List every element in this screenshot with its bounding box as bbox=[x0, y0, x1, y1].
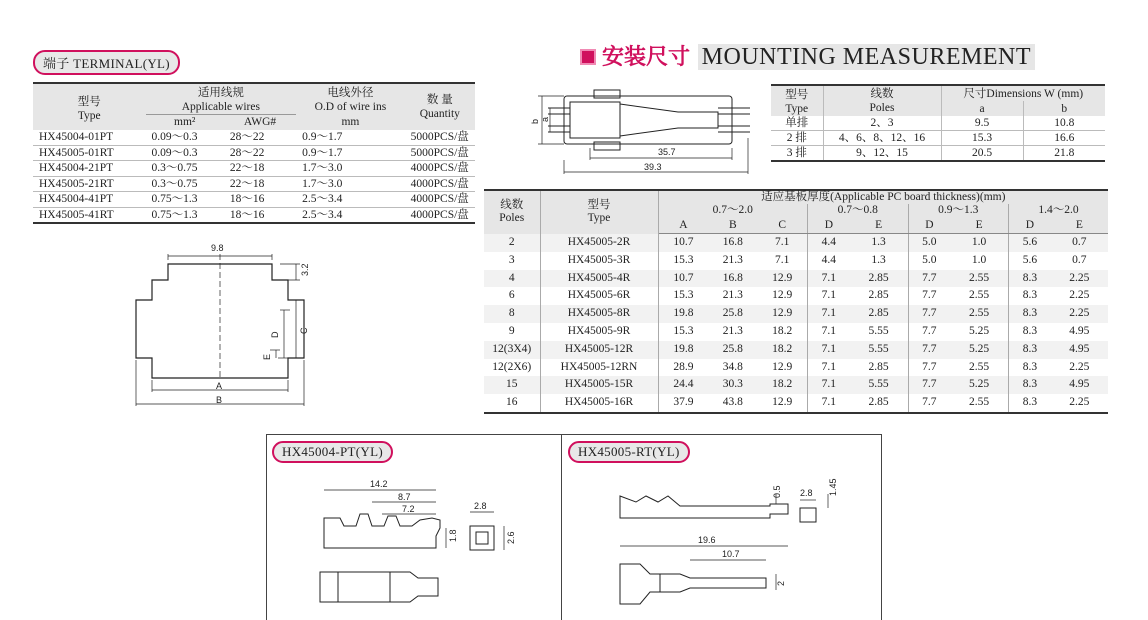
th-awg: AWG# bbox=[224, 115, 296, 131]
cell-value: 21.3 bbox=[722, 324, 743, 337]
cell-value: 8.3 bbox=[1009, 270, 1051, 288]
cell-type: HX45005-01RT bbox=[33, 145, 146, 161]
cell-value: 7.1 bbox=[821, 289, 837, 302]
cell-value: 7.7 bbox=[922, 324, 937, 337]
dim-2-6: 2.6 bbox=[506, 531, 516, 544]
cell-poles: 2 bbox=[484, 234, 540, 252]
terminal-row bbox=[33, 130, 475, 145]
cell-value: 2.55 bbox=[950, 394, 1008, 413]
th-range-0: 0.7～2.0 bbox=[658, 204, 808, 217]
cell-mm2: 0.3～0.75 bbox=[146, 176, 224, 192]
cell-a: 9.5 bbox=[941, 116, 1023, 131]
dim-19-6: 19.6 bbox=[698, 535, 716, 545]
dimension-row bbox=[771, 116, 1105, 131]
th-type: 型号 Type bbox=[33, 83, 146, 130]
pcb-thickness-table bbox=[484, 189, 1108, 414]
cell-value: 21.3 bbox=[722, 253, 743, 266]
cell-poles: 6 bbox=[484, 287, 540, 305]
th-col-d: D bbox=[1009, 217, 1051, 234]
cell-value: 7.1 bbox=[808, 270, 850, 288]
cell-value: 4.4 bbox=[808, 234, 850, 252]
th-dim-type: 型号 Type bbox=[771, 85, 823, 116]
cell-type: HX45004-41PT bbox=[33, 192, 146, 208]
dimension-row bbox=[771, 131, 1105, 146]
cell-value: 2.25 bbox=[1051, 305, 1108, 323]
pcb-row bbox=[484, 252, 1108, 270]
cell-qty: 5000PCS/盘 bbox=[405, 130, 475, 145]
cell-value: 5.55 bbox=[850, 341, 908, 359]
cell-poles: 9、12、15 bbox=[823, 146, 941, 162]
th-col-c: C bbox=[757, 217, 807, 234]
cell-type: HX45004-21PT bbox=[33, 161, 146, 177]
cell-od: 0.9～1.7 bbox=[296, 130, 404, 145]
pcb-row bbox=[484, 359, 1108, 377]
cell-poles: 3 bbox=[484, 252, 540, 270]
th-dim-poles: 线数 Poles bbox=[823, 85, 941, 116]
cell-value: 7.1 bbox=[808, 305, 850, 323]
cell-value: 4.95 bbox=[1069, 324, 1090, 337]
pcb-row bbox=[484, 341, 1108, 359]
cell-type: HX45005-15R bbox=[540, 376, 658, 394]
cell-type: HX45004-01PT bbox=[33, 130, 146, 145]
cell-poles: 8 bbox=[484, 305, 540, 323]
cell-value: 2.25 bbox=[1051, 394, 1108, 413]
pcb-row bbox=[484, 270, 1108, 288]
cell-value: 8.3 bbox=[1022, 289, 1038, 302]
cell-b: 21.8 bbox=[1023, 146, 1105, 162]
dim-2: 2 bbox=[776, 580, 786, 586]
cell-awg: 22～18 bbox=[224, 161, 296, 177]
th-range-2: 0.9～1.3 bbox=[908, 204, 1009, 217]
cell-value: 2.85 bbox=[850, 394, 908, 413]
cell-value: 7.7 bbox=[922, 360, 937, 373]
cell-value: 5.6 bbox=[1022, 253, 1038, 266]
cell-value: 0.7 bbox=[1072, 253, 1087, 266]
cell-od: 2.5～3.4 bbox=[296, 192, 404, 208]
cell-value: 18.2 bbox=[757, 323, 807, 341]
cell-poles: 16 bbox=[484, 394, 540, 413]
cell-value: 2.55 bbox=[950, 287, 1008, 305]
dim-1-45: 1.45 bbox=[828, 478, 838, 496]
socket-terminal-drawing bbox=[610, 470, 860, 620]
cell-poles: 9 bbox=[484, 323, 540, 341]
cell-value: 7.1 bbox=[757, 234, 807, 252]
cell-qty: 4000PCS/盘 bbox=[405, 207, 475, 223]
cell-value: 8.3 bbox=[1009, 394, 1051, 413]
cell-poles: 12(2X6) bbox=[484, 359, 540, 377]
cell-type: HX45005-12RN bbox=[540, 359, 658, 377]
pcb-row bbox=[484, 287, 1108, 305]
cell-value: 4.4 bbox=[821, 253, 837, 266]
dim-3-2: 3.2 bbox=[300, 263, 310, 276]
th-od: 电线外径 O.D of wire ins bbox=[296, 83, 404, 115]
dim-0-5: 0.5 bbox=[772, 485, 782, 498]
cell-value: 7.1 bbox=[808, 341, 850, 359]
th-range-1: 0.7～0.8 bbox=[808, 204, 909, 217]
cell-awg: 28～22 bbox=[224, 145, 296, 161]
th-pcb-type: 型号 Type bbox=[540, 190, 658, 234]
cell-value: 10.7 bbox=[658, 270, 708, 288]
cell-value: 18.2 bbox=[757, 376, 807, 394]
cell-value: 25.8 bbox=[708, 341, 757, 359]
cell-value: 2.85 bbox=[850, 270, 908, 288]
cell-value: 4.95 bbox=[1051, 376, 1108, 394]
dim-9-8: 9.8 bbox=[211, 243, 224, 253]
dim-E: E bbox=[262, 353, 272, 360]
cell-value: 16.8 bbox=[708, 234, 757, 252]
th-col-d: D bbox=[808, 217, 850, 234]
th-col-e: E bbox=[850, 217, 908, 234]
cell-value: 0.7 bbox=[1051, 234, 1108, 252]
cell-value: 19.8 bbox=[658, 341, 708, 359]
pcb-row bbox=[484, 394, 1108, 413]
th-qty: 数 量 Quantity bbox=[405, 83, 475, 130]
cell-poles: 2、3 bbox=[823, 116, 941, 131]
cell-value: 12.9 bbox=[757, 270, 807, 288]
cell-value: 2.85 bbox=[850, 305, 908, 323]
th-mm: mm bbox=[296, 115, 404, 131]
cell-value: 5.25 bbox=[950, 323, 1008, 341]
cell-value: 15.3 bbox=[673, 253, 694, 266]
cell-mm2: 0.75～1.3 bbox=[146, 192, 224, 208]
cell-value: 1.3 bbox=[850, 234, 908, 252]
terminal-row bbox=[33, 207, 475, 223]
dim-2-8: 2.8 bbox=[474, 501, 487, 511]
cell-value: 4.95 bbox=[1051, 341, 1108, 359]
cell-qty: 4000PCS/盘 bbox=[405, 161, 475, 177]
cell-a: 15.3 bbox=[941, 131, 1023, 146]
cell-mm2: 0.75～1.3 bbox=[146, 207, 224, 223]
cell-value: 19.8 bbox=[658, 305, 708, 323]
cell-value: 10.7 bbox=[658, 234, 708, 252]
cell-value: 7.7 bbox=[922, 289, 937, 302]
cell-value: 2.25 bbox=[1069, 360, 1090, 373]
terminal-label: 端子 TERMINAL(YL) bbox=[33, 50, 180, 75]
cell-od: 1.7～3.0 bbox=[296, 176, 404, 192]
th-wires: 适用线规 Applicable wires bbox=[146, 83, 297, 115]
cell-type: 3 排 bbox=[771, 146, 823, 162]
cell-type: HX45005-4R bbox=[540, 270, 658, 288]
cell-type: 2 排 bbox=[771, 131, 823, 146]
terminal-row bbox=[33, 192, 475, 208]
cell-type: HX45005-16R bbox=[540, 394, 658, 413]
cell-value: 7.7 bbox=[908, 270, 950, 288]
dim-C: C bbox=[299, 327, 309, 334]
cell-value: 8.3 bbox=[1022, 360, 1038, 373]
dim-14-2: 14.2 bbox=[370, 479, 388, 489]
cell-value: 2.55 bbox=[950, 359, 1008, 377]
cell-value: 8.3 bbox=[1009, 305, 1051, 323]
th-col-b: B bbox=[708, 217, 757, 234]
cell-awg: 18～16 bbox=[224, 207, 296, 223]
pcb-row bbox=[484, 234, 1108, 252]
cell-type: HX45005-3R bbox=[540, 252, 658, 270]
socket-panel-label: HX45005-RT(YL) bbox=[568, 441, 690, 463]
cell-value: 8.3 bbox=[1009, 376, 1051, 394]
cell-value: 34.8 bbox=[722, 360, 743, 373]
th-col-e: E bbox=[950, 217, 1008, 234]
pcb-row bbox=[484, 305, 1108, 323]
cell-od: 2.5～3.4 bbox=[296, 207, 404, 223]
cell-value: 7.1 bbox=[808, 376, 850, 394]
terminal-row bbox=[33, 145, 475, 161]
cell-value: 37.9 bbox=[658, 394, 708, 413]
dim-B: B bbox=[216, 395, 223, 405]
cell-value: 1.3 bbox=[850, 252, 908, 270]
cell-a: 20.5 bbox=[941, 146, 1023, 162]
cell-value: 7.1 bbox=[821, 324, 837, 337]
cell-poles: 4 bbox=[484, 270, 540, 288]
cell-value: 7.1 bbox=[808, 394, 850, 413]
dim-7-2: 7.2 bbox=[402, 504, 415, 514]
cell-value: 2.25 bbox=[1069, 289, 1090, 302]
cell-type: HX45005-12R bbox=[540, 341, 658, 359]
dim-8-7: 8.7 bbox=[398, 492, 411, 502]
cell-type: HX45005-21RT bbox=[33, 176, 146, 192]
frame-divider bbox=[561, 434, 562, 620]
cell-type: HX45005-2R bbox=[540, 234, 658, 252]
connector-side-drawing bbox=[528, 82, 768, 178]
pin-terminal-drawing bbox=[300, 476, 540, 616]
cell-value: 2.55 bbox=[950, 305, 1008, 323]
th-dim-a: a bbox=[941, 101, 1023, 116]
th-dim-w: 尺寸Dimensions W (mm) bbox=[941, 85, 1105, 101]
dim-b: b bbox=[530, 118, 540, 124]
cell-type: HX45005-41RT bbox=[33, 207, 146, 223]
pcb-row bbox=[484, 323, 1108, 341]
cell-value: 12.9 bbox=[757, 394, 807, 413]
th-pcb-thickness: 适应基板厚度(Applicable PC board thickness)(mm) bbox=[658, 190, 1108, 204]
cell-type: 单排 bbox=[771, 116, 823, 131]
cell-value: 2.55 bbox=[950, 270, 1008, 288]
cross-outline-drawing bbox=[130, 240, 320, 415]
cell-value: 15.3 bbox=[673, 324, 694, 337]
cell-value: 7.7 bbox=[908, 341, 950, 359]
cell-value: 12.9 bbox=[757, 305, 807, 323]
terminal-row bbox=[33, 161, 475, 177]
dimensions-table bbox=[771, 84, 1105, 162]
dim-1-8: 1.8 bbox=[448, 529, 458, 542]
cell-value: 8.3 bbox=[1022, 324, 1038, 337]
cell-qty: 4000PCS/盘 bbox=[405, 192, 475, 208]
cell-value: 7.7 bbox=[908, 305, 950, 323]
th-mm2: mm² bbox=[146, 115, 224, 131]
th-col-e: E bbox=[1051, 217, 1108, 234]
th-range-3: 1.4～2.0 bbox=[1009, 204, 1108, 217]
cell-type: HX45005-8R bbox=[540, 305, 658, 323]
dim-a: a bbox=[540, 116, 550, 122]
cell-value: 16.8 bbox=[708, 270, 757, 288]
dim-39-3: 39.3 bbox=[644, 162, 662, 172]
cell-value: 2.85 bbox=[850, 359, 908, 377]
th-col-a: A bbox=[658, 217, 708, 234]
cell-qty: 5000PCS/盘 bbox=[405, 145, 475, 161]
terminal-table bbox=[33, 82, 475, 224]
cell-value: 1.0 bbox=[950, 252, 1008, 270]
th-col-d: D bbox=[908, 217, 950, 234]
dim-2-8-socket: 2.8 bbox=[800, 488, 813, 498]
cell-poles: 4、6、8、12、16 bbox=[823, 131, 941, 146]
cell-od: 1.7～3.0 bbox=[296, 161, 404, 177]
cell-poles: 15 bbox=[484, 376, 540, 394]
cell-value: 2.85 bbox=[850, 287, 908, 305]
cell-value: 21.3 bbox=[722, 289, 743, 302]
cell-value: 43.8 bbox=[708, 394, 757, 413]
pcb-row bbox=[484, 376, 1108, 394]
cell-value: 5.25 bbox=[950, 376, 1008, 394]
cell-value: 12.9 bbox=[757, 287, 807, 305]
cell-value: 5.0 bbox=[922, 253, 937, 266]
cell-mm2: 0.09～0.3 bbox=[146, 130, 224, 145]
th-dim-b: b bbox=[1023, 101, 1105, 116]
cell-value: 2.25 bbox=[1051, 270, 1108, 288]
cell-poles: 12(3X4) bbox=[484, 341, 540, 359]
cell-mm2: 0.09～0.3 bbox=[146, 145, 224, 161]
cell-value: 24.4 bbox=[658, 376, 708, 394]
cell-value: 30.3 bbox=[708, 376, 757, 394]
mounting-title: 安装尺寸 MOUNTING MEASUREMENT bbox=[580, 40, 1035, 71]
cell-value: 1.0 bbox=[950, 234, 1008, 252]
cell-b: 10.8 bbox=[1023, 116, 1105, 131]
dim-10-7: 10.7 bbox=[722, 549, 740, 559]
cell-od: 0.9～1.7 bbox=[296, 145, 404, 161]
cell-value: 15.3 bbox=[673, 289, 694, 302]
cell-value: 28.9 bbox=[673, 360, 694, 373]
cell-value: 5.55 bbox=[850, 323, 908, 341]
cell-value: 5.0 bbox=[908, 234, 950, 252]
cell-value: 7.7 bbox=[908, 376, 950, 394]
cell-awg: 22～18 bbox=[224, 176, 296, 192]
cell-qty: 4000PCS/盘 bbox=[405, 176, 475, 192]
cell-value: 5.6 bbox=[1009, 234, 1051, 252]
cell-value: 25.8 bbox=[708, 305, 757, 323]
title-square-icon bbox=[580, 49, 596, 65]
cell-value: 5.25 bbox=[950, 341, 1008, 359]
terminal-row bbox=[33, 176, 475, 192]
cell-b: 16.6 bbox=[1023, 131, 1105, 146]
dim-A: A bbox=[216, 381, 223, 391]
cell-type: HX45005-9R bbox=[540, 323, 658, 341]
cell-value: 18.2 bbox=[757, 341, 807, 359]
th-pcb-poles: 线数 Poles bbox=[484, 190, 540, 234]
cell-value: 7.1 bbox=[821, 360, 837, 373]
cell-value: 7.7 bbox=[908, 394, 950, 413]
dimension-row bbox=[771, 146, 1105, 162]
cell-value: 5.55 bbox=[850, 376, 908, 394]
cell-mm2: 0.3～0.75 bbox=[146, 161, 224, 177]
dim-35-7: 35.7 bbox=[658, 147, 676, 157]
pin-panel-label: HX45004-PT(YL) bbox=[272, 441, 393, 463]
cell-value: 12.9 bbox=[757, 359, 807, 377]
cell-value: 7.1 bbox=[757, 252, 807, 270]
dim-D: D bbox=[270, 331, 280, 338]
cell-awg: 18～16 bbox=[224, 192, 296, 208]
cell-type: HX45005-6R bbox=[540, 287, 658, 305]
cell-awg: 28～22 bbox=[224, 130, 296, 145]
cell-value: 8.3 bbox=[1009, 341, 1051, 359]
